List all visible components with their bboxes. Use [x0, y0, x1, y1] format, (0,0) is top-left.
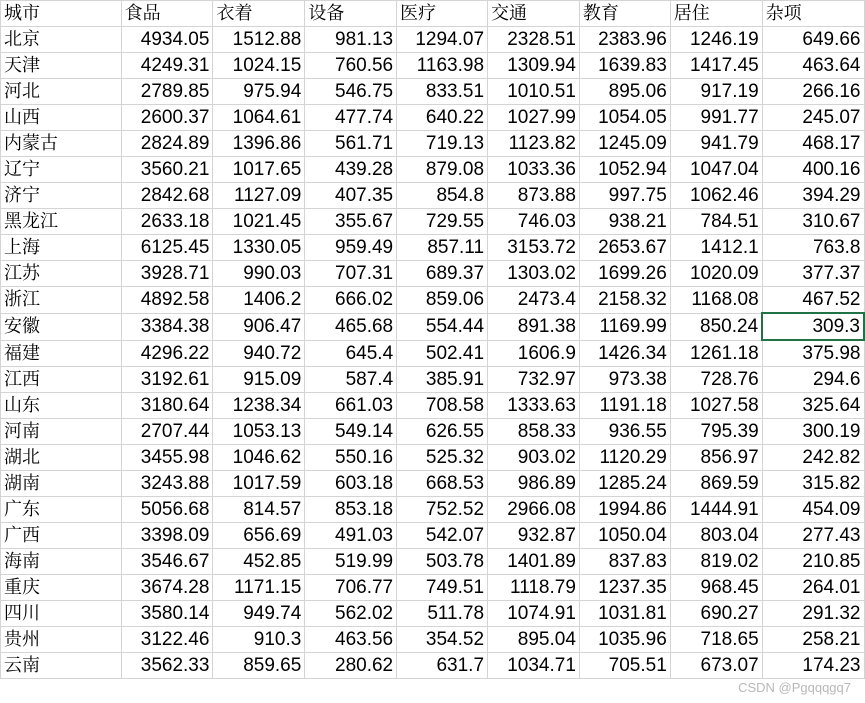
value-cell[interactable]: 2383.96: [579, 27, 670, 53]
value-cell[interactable]: 981.13: [305, 27, 397, 53]
value-cell[interactable]: 280.62: [305, 653, 397, 679]
value-cell[interactable]: 854.8: [397, 183, 488, 209]
value-cell[interactable]: 1191.18: [579, 393, 670, 419]
value-cell[interactable]: 1127.09: [213, 183, 305, 209]
value-cell[interactable]: 1035.96: [579, 627, 670, 653]
value-cell[interactable]: 932.87: [488, 523, 580, 549]
value-cell[interactable]: 990.03: [213, 261, 305, 287]
watermark: CSDN @Pgqqqgq7: [738, 680, 851, 695]
value-cell[interactable]: 375.98: [762, 340, 864, 367]
city-cell[interactable]: 天津: [1, 53, 122, 79]
value-cell[interactable]: 1606.9: [488, 340, 580, 367]
table-row: [1, 393, 865, 419]
table-row: [1, 131, 865, 157]
value-cell[interactable]: 519.99: [305, 549, 397, 575]
value-cell[interactable]: 264.01: [762, 575, 864, 601]
value-cell[interactable]: 587.4: [305, 367, 397, 393]
value-cell[interactable]: 3546.67: [121, 549, 213, 575]
table-row: [1, 445, 865, 471]
column-header[interactable]: 衣着: [213, 1, 305, 27]
city-cell[interactable]: 山西: [1, 105, 122, 131]
value-cell[interactable]: 915.09: [213, 367, 305, 393]
value-cell[interactable]: 463.64: [762, 53, 864, 79]
value-cell[interactable]: 968.45: [670, 575, 762, 601]
city-cell[interactable]: 辽宁: [1, 157, 122, 183]
value-cell[interactable]: 1054.05: [579, 105, 670, 131]
value-cell[interactable]: 4249.31: [121, 53, 213, 79]
value-cell[interactable]: 941.79: [670, 131, 762, 157]
value-cell[interactable]: 1237.35: [579, 575, 670, 601]
value-cell[interactable]: 903.02: [488, 445, 580, 471]
value-cell[interactable]: 1396.86: [213, 131, 305, 157]
value-cell[interactable]: 949.74: [213, 601, 305, 627]
value-cell[interactable]: 452.85: [213, 549, 305, 575]
value-cell[interactable]: 1163.98: [397, 53, 488, 79]
value-cell[interactable]: 656.69: [213, 523, 305, 549]
value-cell[interactable]: 2633.18: [121, 209, 213, 235]
value-cell[interactable]: 2707.44: [121, 419, 213, 445]
value-cell[interactable]: 546.75: [305, 79, 397, 105]
table-row: [1, 27, 865, 53]
table-row: [1, 183, 865, 209]
value-cell[interactable]: 1064.61: [213, 105, 305, 131]
table-row: [1, 575, 865, 601]
value-cell[interactable]: 719.13: [397, 131, 488, 157]
value-cell[interactable]: 562.02: [305, 601, 397, 627]
city-cell[interactable]: 云南: [1, 653, 122, 679]
value-cell[interactable]: 732.97: [488, 367, 580, 393]
value-cell[interactable]: 1330.05: [213, 235, 305, 261]
value-cell[interactable]: 1168.08: [670, 287, 762, 314]
city-cell[interactable]: 四川: [1, 601, 122, 627]
value-cell[interactable]: 1245.09: [579, 131, 670, 157]
value-cell[interactable]: 2966.08: [488, 497, 580, 523]
value-cell[interactable]: 936.55: [579, 419, 670, 445]
table-row: [1, 105, 865, 131]
value-cell[interactable]: 394.29: [762, 183, 864, 209]
value-cell[interactable]: 1303.02: [488, 261, 580, 287]
city-cell[interactable]: 海南: [1, 549, 122, 575]
value-cell[interactable]: 5056.68: [121, 497, 213, 523]
value-cell[interactable]: 1033.36: [488, 157, 580, 183]
table-row: [1, 53, 865, 79]
value-cell[interactable]: 819.02: [670, 549, 762, 575]
value-cell[interactable]: 1246.19: [670, 27, 762, 53]
column-header[interactable]: 食品: [121, 1, 213, 27]
value-cell[interactable]: 1046.62: [213, 445, 305, 471]
column-header[interactable]: 城市: [1, 1, 122, 27]
value-cell[interactable]: 554.44: [397, 313, 488, 340]
value-cell[interactable]: 3384.38: [121, 313, 213, 340]
value-cell[interactable]: 407.35: [305, 183, 397, 209]
value-cell[interactable]: 1047.04: [670, 157, 762, 183]
value-cell[interactable]: 550.16: [305, 445, 397, 471]
value-cell[interactable]: 859.65: [213, 653, 305, 679]
value-cell[interactable]: 940.72: [213, 340, 305, 367]
value-cell[interactable]: 668.53: [397, 471, 488, 497]
value-cell[interactable]: 4934.05: [121, 27, 213, 53]
table-row: [1, 653, 865, 679]
value-cell[interactable]: 385.91: [397, 367, 488, 393]
value-cell[interactable]: 245.07: [762, 105, 864, 131]
city-cell[interactable]: 安徽: [1, 313, 122, 340]
table-row: [1, 313, 865, 340]
value-cell[interactable]: 879.08: [397, 157, 488, 183]
city-cell[interactable]: 福建: [1, 340, 122, 367]
value-cell[interactable]: 1294.07: [397, 27, 488, 53]
value-cell[interactable]: 1333.63: [488, 393, 580, 419]
value-cell[interactable]: 975.94: [213, 79, 305, 105]
value-cell[interactable]: 1169.99: [579, 313, 670, 340]
value-cell[interactable]: 2473.4: [488, 287, 580, 314]
value-cell[interactable]: 1031.81: [579, 601, 670, 627]
value-cell[interactable]: 1050.04: [579, 523, 670, 549]
value-cell[interactable]: 1401.89: [488, 549, 580, 575]
value-cell[interactable]: 2600.37: [121, 105, 213, 131]
value-cell[interactable]: 2158.32: [579, 287, 670, 314]
value-cell[interactable]: 174.23: [762, 653, 864, 679]
value-cell[interactable]: 1639.83: [579, 53, 670, 79]
value-cell[interactable]: 689.37: [397, 261, 488, 287]
value-cell[interactable]: 525.32: [397, 445, 488, 471]
value-cell[interactable]: 1053.13: [213, 419, 305, 445]
value-cell[interactable]: 833.51: [397, 79, 488, 105]
value-cell[interactable]: 626.55: [397, 419, 488, 445]
column-header[interactable]: 交通: [488, 1, 580, 27]
city-cell[interactable]: 内蒙古: [1, 131, 122, 157]
value-cell[interactable]: 1285.24: [579, 471, 670, 497]
city-cell[interactable]: 广西: [1, 523, 122, 549]
value-cell[interactable]: 3674.28: [121, 575, 213, 601]
value-cell[interactable]: 3122.46: [121, 627, 213, 653]
value-cell[interactable]: 1021.45: [213, 209, 305, 235]
value-cell[interactable]: 477.74: [305, 105, 397, 131]
value-cell[interactable]: 266.16: [762, 79, 864, 105]
value-cell[interactable]: 1027.58: [670, 393, 762, 419]
value-cell[interactable]: 752.52: [397, 497, 488, 523]
value-cell[interactable]: 640.22: [397, 105, 488, 131]
value-cell[interactable]: 542.07: [397, 523, 488, 549]
value-cell[interactable]: 891.38: [488, 313, 580, 340]
value-cell[interactable]: 439.28: [305, 157, 397, 183]
value-cell[interactable]: 3560.21: [121, 157, 213, 183]
value-cell[interactable]: 1118.79: [488, 575, 580, 601]
value-cell[interactable]: 856.97: [670, 445, 762, 471]
value-cell[interactable]: 1123.82: [488, 131, 580, 157]
value-cell[interactable]: 749.51: [397, 575, 488, 601]
value-cell[interactable]: 603.18: [305, 471, 397, 497]
city-cell[interactable]: 河南: [1, 419, 122, 445]
value-cell[interactable]: 1171.15: [213, 575, 305, 601]
value-cell[interactable]: 2789.85: [121, 79, 213, 105]
value-cell[interactable]: 649.66: [762, 27, 864, 53]
value-cell[interactable]: 895.06: [579, 79, 670, 105]
city-cell[interactable]: 浙江: [1, 287, 122, 314]
column-header[interactable]: 设备: [305, 1, 397, 27]
city-cell[interactable]: 湖南: [1, 471, 122, 497]
value-cell[interactable]: 1412.1: [670, 235, 762, 261]
city-cell[interactable]: 济宁: [1, 183, 122, 209]
value-cell[interactable]: 3398.09: [121, 523, 213, 549]
value-cell[interactable]: 3928.71: [121, 261, 213, 287]
value-cell[interactable]: 661.03: [305, 393, 397, 419]
table-row: [1, 367, 865, 393]
value-cell[interactable]: 837.83: [579, 549, 670, 575]
city-cell[interactable]: 黑龙江: [1, 209, 122, 235]
value-cell[interactable]: 2842.68: [121, 183, 213, 209]
value-cell[interactable]: 309.3: [762, 313, 864, 340]
value-cell[interactable]: 763.8: [762, 235, 864, 261]
value-cell[interactable]: 1512.88: [213, 27, 305, 53]
value-cell[interactable]: 454.09: [762, 497, 864, 523]
value-cell[interactable]: 959.49: [305, 235, 397, 261]
table-row: [1, 627, 865, 653]
value-cell[interactable]: 857.11: [397, 235, 488, 261]
value-cell[interactable]: 355.67: [305, 209, 397, 235]
city-cell[interactable]: 上海: [1, 235, 122, 261]
value-cell[interactable]: 917.19: [670, 79, 762, 105]
table-row: [1, 79, 865, 105]
table-row: [1, 523, 865, 549]
table-row: [1, 287, 865, 314]
value-cell[interactable]: 706.77: [305, 575, 397, 601]
value-cell[interactable]: 1062.46: [670, 183, 762, 209]
value-cell[interactable]: 467.52: [762, 287, 864, 314]
value-cell[interactable]: 3580.14: [121, 601, 213, 627]
value-cell[interactable]: 718.65: [670, 627, 762, 653]
value-cell[interactable]: 258.21: [762, 627, 864, 653]
table-row: [1, 419, 865, 445]
value-cell[interactable]: 315.82: [762, 471, 864, 497]
value-cell[interactable]: 503.78: [397, 549, 488, 575]
value-cell[interactable]: 850.24: [670, 313, 762, 340]
value-cell[interactable]: 2653.67: [579, 235, 670, 261]
value-cell[interactable]: 869.59: [670, 471, 762, 497]
value-cell[interactable]: 277.43: [762, 523, 864, 549]
value-cell[interactable]: 991.77: [670, 105, 762, 131]
column-header[interactable]: 杂项: [762, 1, 864, 27]
value-cell[interactable]: 1020.09: [670, 261, 762, 287]
value-cell[interactable]: 910.3: [213, 627, 305, 653]
value-cell[interactable]: 2328.51: [488, 27, 580, 53]
grid-body: [1, 27, 865, 679]
value-cell[interactable]: 294.6: [762, 367, 864, 393]
value-cell[interactable]: 690.27: [670, 601, 762, 627]
value-cell[interactable]: 814.57: [213, 497, 305, 523]
value-cell[interactable]: 997.75: [579, 183, 670, 209]
value-cell[interactable]: 1261.18: [670, 340, 762, 367]
value-cell[interactable]: 938.21: [579, 209, 670, 235]
value-cell[interactable]: 310.67: [762, 209, 864, 235]
value-cell[interactable]: 502.41: [397, 340, 488, 367]
table-row: [1, 261, 865, 287]
value-cell[interactable]: 1074.91: [488, 601, 580, 627]
value-cell[interactable]: 463.56: [305, 627, 397, 653]
table-row: [1, 471, 865, 497]
value-cell[interactable]: 1417.45: [670, 53, 762, 79]
value-cell[interactable]: 6125.45: [121, 235, 213, 261]
table-row: [1, 601, 865, 627]
value-cell[interactable]: 4892.58: [121, 287, 213, 314]
value-cell[interactable]: 728.76: [670, 367, 762, 393]
value-cell[interactable]: 4296.22: [121, 340, 213, 367]
value-cell[interactable]: 705.51: [579, 653, 670, 679]
value-cell[interactable]: 1120.29: [579, 445, 670, 471]
column-header[interactable]: 医疗: [397, 1, 488, 27]
value-cell[interactable]: 1034.71: [488, 653, 580, 679]
table-row: [1, 209, 865, 235]
value-cell[interactable]: 803.04: [670, 523, 762, 549]
value-cell[interactable]: 645.4: [305, 340, 397, 367]
value-cell[interactable]: 859.06: [397, 287, 488, 314]
column-header[interactable]: 教育: [579, 1, 670, 27]
value-cell[interactable]: 1017.65: [213, 157, 305, 183]
value-cell[interactable]: 511.78: [397, 601, 488, 627]
table-row: [1, 549, 865, 575]
city-cell[interactable]: 重庆: [1, 575, 122, 601]
value-cell[interactable]: 2824.89: [121, 131, 213, 157]
value-cell[interactable]: 210.85: [762, 549, 864, 575]
value-cell[interactable]: 795.39: [670, 419, 762, 445]
value-cell[interactable]: 858.33: [488, 419, 580, 445]
value-cell[interactable]: 1017.59: [213, 471, 305, 497]
value-cell[interactable]: 986.89: [488, 471, 580, 497]
value-cell[interactable]: 906.47: [213, 313, 305, 340]
value-cell[interactable]: 561.71: [305, 131, 397, 157]
value-cell[interactable]: 291.32: [762, 601, 864, 627]
value-cell[interactable]: 3243.88: [121, 471, 213, 497]
value-cell[interactable]: 746.03: [488, 209, 580, 235]
value-cell[interactable]: 242.82: [762, 445, 864, 471]
value-cell[interactable]: 1699.26: [579, 261, 670, 287]
value-cell[interactable]: 468.17: [762, 131, 864, 157]
value-cell[interactable]: 1027.99: [488, 105, 580, 131]
city-cell[interactable]: 湖北: [1, 445, 122, 471]
table-row: [1, 157, 865, 183]
value-cell[interactable]: 784.51: [670, 209, 762, 235]
column-header[interactable]: 居住: [670, 1, 762, 27]
value-cell[interactable]: 873.88: [488, 183, 580, 209]
value-cell[interactable]: 325.64: [762, 393, 864, 419]
value-cell[interactable]: 549.14: [305, 419, 397, 445]
value-cell[interactable]: 666.02: [305, 287, 397, 314]
value-cell[interactable]: 3192.61: [121, 367, 213, 393]
city-cell[interactable]: 江苏: [1, 261, 122, 287]
city-cell[interactable]: 贵州: [1, 627, 122, 653]
value-cell[interactable]: 708.58: [397, 393, 488, 419]
value-cell[interactable]: 1406.2: [213, 287, 305, 314]
city-cell[interactable]: 山东: [1, 393, 122, 419]
value-cell[interactable]: 1010.51: [488, 79, 580, 105]
value-cell[interactable]: 400.16: [762, 157, 864, 183]
value-cell[interactable]: 1444.91: [670, 497, 762, 523]
value-cell[interactable]: 760.56: [305, 53, 397, 79]
value-cell[interactable]: 1024.15: [213, 53, 305, 79]
value-cell[interactable]: 729.55: [397, 209, 488, 235]
value-cell[interactable]: 354.52: [397, 627, 488, 653]
city-cell[interactable]: 广东: [1, 497, 122, 523]
table-row: [1, 235, 865, 261]
value-cell[interactable]: 631.7: [397, 653, 488, 679]
value-cell[interactable]: 465.68: [305, 313, 397, 340]
header-row: [1, 1, 865, 27]
value-cell[interactable]: 377.37: [762, 261, 864, 287]
value-cell[interactable]: 3562.33: [121, 653, 213, 679]
value-cell[interactable]: 673.07: [670, 653, 762, 679]
value-cell[interactable]: 491.03: [305, 523, 397, 549]
value-cell[interactable]: 3153.72: [488, 235, 580, 261]
value-cell[interactable]: 1238.34: [213, 393, 305, 419]
value-cell[interactable]: 707.31: [305, 261, 397, 287]
city-cell[interactable]: 江西: [1, 367, 122, 393]
table-row: [1, 340, 865, 367]
value-cell[interactable]: 1426.34: [579, 340, 670, 367]
city-cell[interactable]: 北京: [1, 27, 122, 53]
value-cell[interactable]: 895.04: [488, 627, 580, 653]
table-row: [1, 497, 865, 523]
value-cell[interactable]: 1309.94: [488, 53, 580, 79]
value-cell[interactable]: 1994.86: [579, 497, 670, 523]
value-cell[interactable]: 973.38: [579, 367, 670, 393]
value-cell[interactable]: 853.18: [305, 497, 397, 523]
value-cell[interactable]: 300.19: [762, 419, 864, 445]
city-cell[interactable]: 河北: [1, 79, 122, 105]
value-cell[interactable]: 1052.94: [579, 157, 670, 183]
value-cell[interactable]: 3180.64: [121, 393, 213, 419]
value-cell[interactable]: 3455.98: [121, 445, 213, 471]
